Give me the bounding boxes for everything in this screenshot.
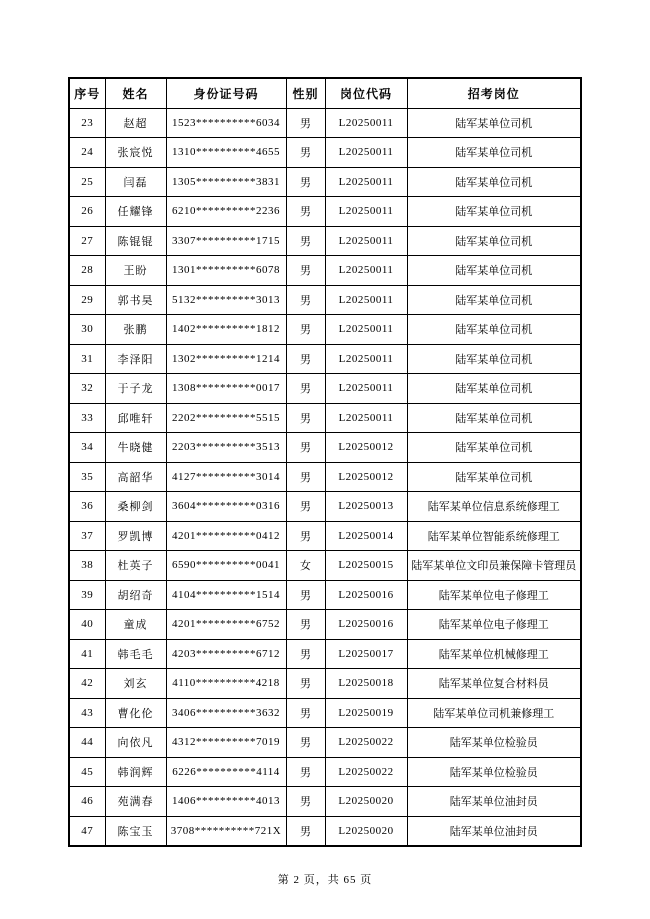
cell-seq: 44	[69, 728, 105, 758]
cell-name: 向依凡	[105, 728, 166, 758]
table-row	[69, 167, 581, 197]
cell-seq: 29	[69, 285, 105, 315]
table-row	[69, 669, 581, 699]
cell-gender: 男	[286, 492, 325, 522]
cell-post: 陆军某单位机械修理工	[407, 639, 581, 669]
cell-post-code: L20250019	[325, 698, 407, 728]
cell-seq: 36	[69, 492, 105, 522]
cell-post: 陆军某单位司机	[407, 197, 581, 227]
cell-name: 陈锟锟	[105, 226, 166, 256]
cell-seq: 40	[69, 610, 105, 640]
cell-seq: 27	[69, 226, 105, 256]
cell-name: 胡绍奇	[105, 580, 166, 610]
table-row	[69, 521, 581, 551]
cell-gender: 男	[286, 669, 325, 699]
cell-post: 陆军某单位司机	[407, 108, 581, 138]
cell-gender: 男	[286, 226, 325, 256]
cell-post-code: L20250011	[325, 285, 407, 315]
cell-gender: 男	[286, 197, 325, 227]
cell-seq: 37	[69, 521, 105, 551]
cell-seq: 31	[69, 344, 105, 374]
cell-post: 陆军某单位司机	[407, 433, 581, 463]
cell-name: 刘玄	[105, 669, 166, 699]
cell-post-code: L20250011	[325, 167, 407, 197]
table-row	[69, 728, 581, 758]
cell-seq: 28	[69, 256, 105, 286]
cell-seq: 30	[69, 315, 105, 345]
table-row	[69, 551, 581, 581]
cell-post: 陆军某单位司机	[407, 374, 581, 404]
cell-id-number: 1310**********4655	[166, 138, 286, 168]
table-row	[69, 757, 581, 787]
cell-seq: 24	[69, 138, 105, 168]
cell-id-number: 4201**********0412	[166, 521, 286, 551]
cell-post-code: L20250011	[325, 138, 407, 168]
cell-gender: 男	[286, 816, 325, 846]
cell-post-code: L20250014	[325, 521, 407, 551]
header-seq: 序号	[69, 78, 105, 108]
cell-gender: 男	[286, 521, 325, 551]
table-row	[69, 315, 581, 345]
cell-id-number: 2202**********5515	[166, 403, 286, 433]
cell-post-code: L20250012	[325, 462, 407, 492]
cell-seq: 47	[69, 816, 105, 846]
cell-id-number: 6590**********0041	[166, 551, 286, 581]
table-row	[69, 256, 581, 286]
cell-name: 王盼	[105, 256, 166, 286]
cell-post-code: L20250022	[325, 728, 407, 758]
cell-post-code: L20250020	[325, 787, 407, 817]
cell-seq: 35	[69, 462, 105, 492]
table-row	[69, 492, 581, 522]
cell-gender: 男	[286, 610, 325, 640]
cell-gender: 男	[286, 138, 325, 168]
cell-name: 杜英子	[105, 551, 166, 581]
cell-post: 陆军某单位司机	[407, 462, 581, 492]
cell-seq: 41	[69, 639, 105, 669]
table-row	[69, 138, 581, 168]
cell-name: 韩润辉	[105, 757, 166, 787]
table-row	[69, 197, 581, 227]
page-number-indicator: 第 2 页，共 65 页	[277, 874, 373, 886]
cell-seq: 46	[69, 787, 105, 817]
cell-post-code: L20250011	[325, 108, 407, 138]
cell-post: 陆军某单位司机	[407, 403, 581, 433]
cell-name: 张宸悦	[105, 138, 166, 168]
table-row	[69, 610, 581, 640]
cell-gender: 男	[286, 344, 325, 374]
cell-seq: 45	[69, 757, 105, 787]
cell-id-number: 1523**********6034	[166, 108, 286, 138]
table-row	[69, 462, 581, 492]
cell-id-number: 6226**********4114	[166, 757, 286, 787]
cell-gender: 男	[286, 374, 325, 404]
cell-name: 高韶华	[105, 462, 166, 492]
cell-post-code: L20250011	[325, 256, 407, 286]
cell-gender: 男	[286, 757, 325, 787]
cell-post: 陆军某单位司机	[407, 226, 581, 256]
cell-name: 苑满春	[105, 787, 166, 817]
table-row	[69, 226, 581, 256]
cell-id-number: 1301**********6078	[166, 256, 286, 286]
cell-name: 李泽阳	[105, 344, 166, 374]
cell-gender: 男	[286, 285, 325, 315]
cell-gender: 男	[286, 167, 325, 197]
table-row	[69, 433, 581, 463]
cell-id-number: 4104**********1514	[166, 580, 286, 610]
table-row	[69, 374, 581, 404]
table-row	[69, 344, 581, 374]
cell-post: 陆军某单位司机兼修理工	[407, 698, 581, 728]
cell-gender: 女	[286, 551, 325, 581]
cell-seq: 39	[69, 580, 105, 610]
cell-post: 陆军某单位司机	[407, 256, 581, 286]
cell-id-number: 4312**********7019	[166, 728, 286, 758]
cell-gender: 男	[286, 580, 325, 610]
table-row	[69, 639, 581, 669]
cell-post: 陆军某单位司机	[407, 315, 581, 345]
cell-post: 陆军某单位文印员兼保障卡管理员	[407, 551, 581, 581]
cell-post-code: L20250018	[325, 669, 407, 699]
cell-post: 陆军某单位信息系统修理工	[407, 492, 581, 522]
cell-id-number: 1305**********3831	[166, 167, 286, 197]
cell-post: 陆军某单位油封员	[407, 816, 581, 846]
cell-id-number: 5132**********3013	[166, 285, 286, 315]
header-post: 招考岗位	[407, 78, 581, 108]
cell-seq: 38	[69, 551, 105, 581]
cell-post-code: L20250011	[325, 197, 407, 227]
cell-post-code: L20250022	[325, 757, 407, 787]
table-header-row	[69, 78, 581, 108]
cell-post-code: L20250011	[325, 315, 407, 345]
cell-gender: 男	[286, 462, 325, 492]
cell-name: 于子龙	[105, 374, 166, 404]
cell-post: 陆军某单位油封员	[407, 787, 581, 817]
cell-id-number: 4201**********6752	[166, 610, 286, 640]
cell-seq: 26	[69, 197, 105, 227]
cell-id-number: 2203**********3513	[166, 433, 286, 463]
cell-post-code: L20250011	[325, 374, 407, 404]
cell-post-code: L20250011	[325, 344, 407, 374]
cell-name: 童成	[105, 610, 166, 640]
cell-name: 闫磊	[105, 167, 166, 197]
cell-name: 曹化伦	[105, 698, 166, 728]
table-row	[69, 816, 581, 846]
cell-seq: 34	[69, 433, 105, 463]
cell-post-code: L20250016	[325, 610, 407, 640]
cell-gender: 男	[286, 108, 325, 138]
cell-id-number: 4203**********6712	[166, 639, 286, 669]
cell-post-code: L20250016	[325, 580, 407, 610]
cell-post-code: L20250013	[325, 492, 407, 522]
cell-id-number: 3406**********3632	[166, 698, 286, 728]
cell-name: 罗凯博	[105, 521, 166, 551]
cell-post-code: L20250017	[325, 639, 407, 669]
cell-id-number: 3604**********0316	[166, 492, 286, 522]
cell-gender: 男	[286, 728, 325, 758]
table-row	[69, 698, 581, 728]
header-gender: 性别	[286, 78, 325, 108]
cell-name: 牛晓健	[105, 433, 166, 463]
cell-gender: 男	[286, 315, 325, 345]
cell-post-code: L20250011	[325, 403, 407, 433]
table-row	[69, 285, 581, 315]
cell-name: 陈宝玉	[105, 816, 166, 846]
cell-seq: 42	[69, 669, 105, 699]
cell-post-code: L20250015	[325, 551, 407, 581]
table-row	[69, 580, 581, 610]
cell-name: 张鹏	[105, 315, 166, 345]
cell-name: 邱唯轩	[105, 403, 166, 433]
cell-seq: 43	[69, 698, 105, 728]
table-row	[69, 108, 581, 138]
table-row	[69, 787, 581, 817]
cell-post: 陆军某单位检验员	[407, 728, 581, 758]
cell-post: 陆军某单位电子修理工	[407, 580, 581, 610]
cell-gender: 男	[286, 787, 325, 817]
cell-seq: 23	[69, 108, 105, 138]
cell-gender: 男	[286, 639, 325, 669]
table-row	[69, 403, 581, 433]
cell-id-number: 4110**********4218	[166, 669, 286, 699]
cell-id-number: 1406**********4013	[166, 787, 286, 817]
cell-post: 陆军某单位电子修理工	[407, 610, 581, 640]
cell-id-number: 3307**********1715	[166, 226, 286, 256]
cell-gender: 男	[286, 256, 325, 286]
cell-id-number: 1402**********1812	[166, 315, 286, 345]
recruitment-roster-table	[68, 77, 582, 847]
cell-name: 郭书昊	[105, 285, 166, 315]
cell-post: 陆军某单位司机	[407, 285, 581, 315]
cell-name: 赵超	[105, 108, 166, 138]
cell-post-code: L20250011	[325, 226, 407, 256]
cell-post-code: L20250012	[325, 433, 407, 463]
cell-name: 桑柳剑	[105, 492, 166, 522]
cell-post: 陆军某单位检验员	[407, 757, 581, 787]
header-post-code: 岗位代码	[325, 78, 407, 108]
cell-gender: 男	[286, 433, 325, 463]
cell-seq: 33	[69, 403, 105, 433]
cell-seq: 32	[69, 374, 105, 404]
cell-post: 陆军某单位司机	[407, 344, 581, 374]
header-name: 姓名	[105, 78, 166, 108]
cell-id-number: 3708**********721X	[166, 816, 286, 846]
cell-name: 韩毛毛	[105, 639, 166, 669]
cell-post: 陆军某单位智能系统修理工	[407, 521, 581, 551]
cell-name: 任耀锋	[105, 197, 166, 227]
cell-id-number: 1308**********0017	[166, 374, 286, 404]
cell-id-number: 1302**********1214	[166, 344, 286, 374]
cell-id-number: 4127**********3014	[166, 462, 286, 492]
cell-post: 陆军某单位司机	[407, 138, 581, 168]
cell-seq: 25	[69, 167, 105, 197]
header-id-number: 身份证号码	[166, 78, 286, 108]
cell-post: 陆军某单位司机	[407, 167, 581, 197]
cell-post-code: L20250020	[325, 816, 407, 846]
cell-post: 陆军某单位复合材料员	[407, 669, 581, 699]
cell-gender: 男	[286, 698, 325, 728]
cell-gender: 男	[286, 403, 325, 433]
cell-id-number: 6210**********2236	[166, 197, 286, 227]
